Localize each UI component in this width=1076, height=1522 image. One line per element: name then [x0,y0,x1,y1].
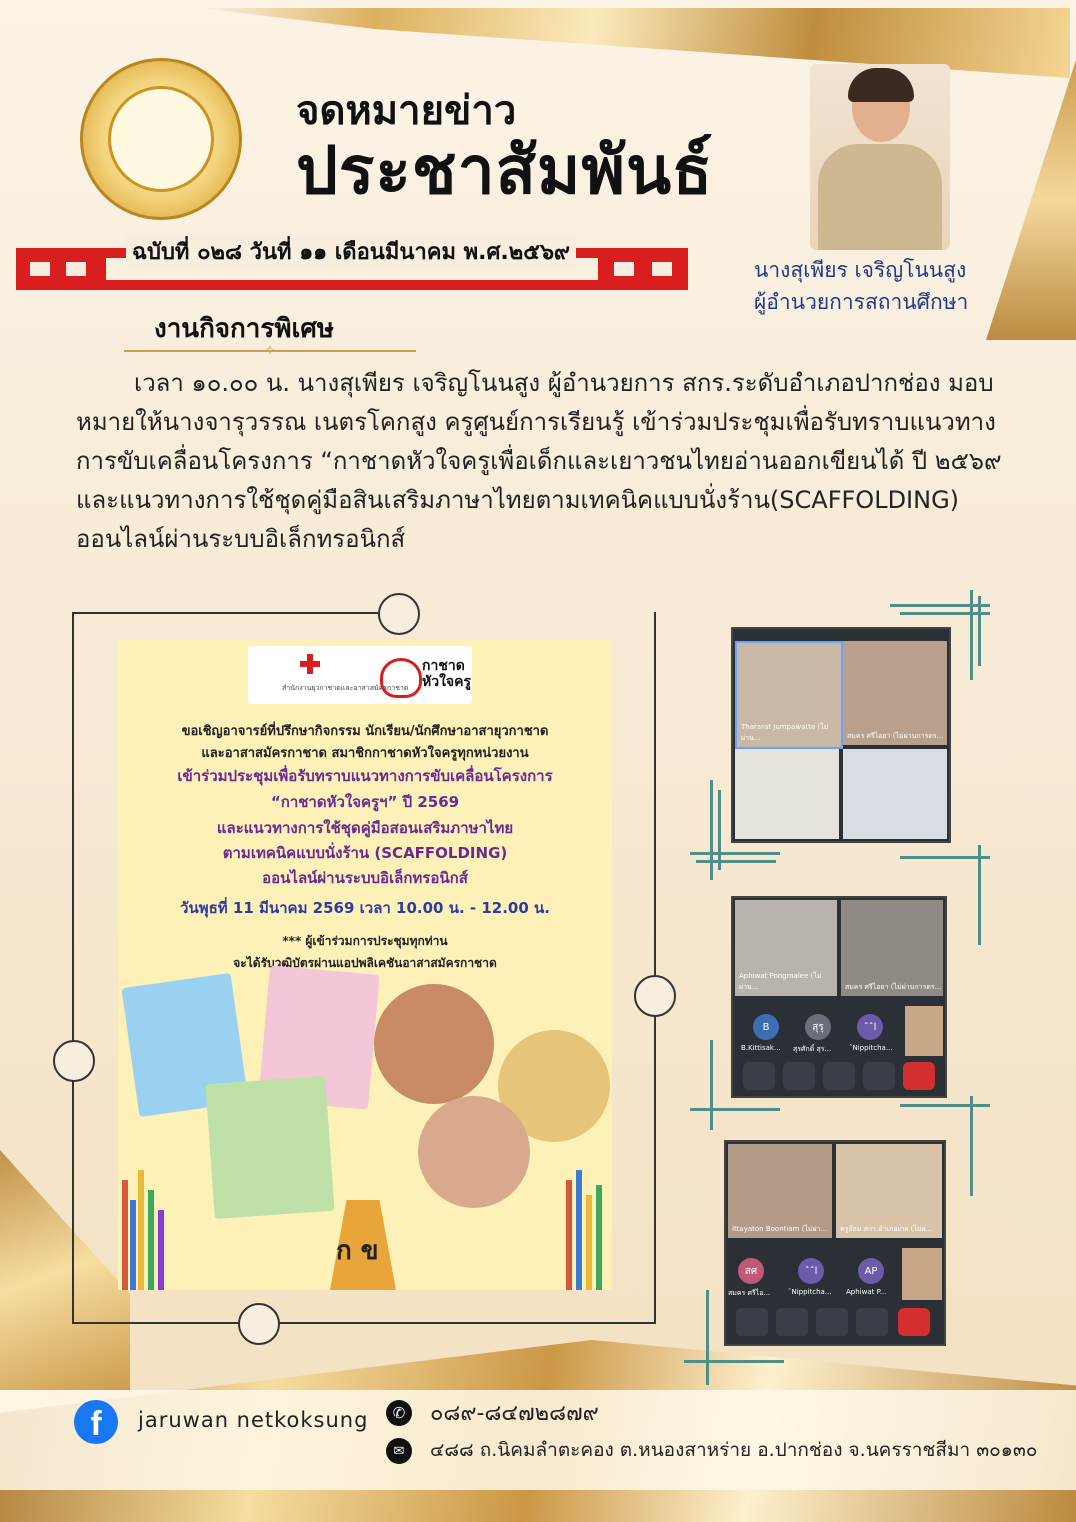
speaker-button[interactable] [823,1062,855,1090]
video-tile [843,749,947,839]
participant-avatar: AP [858,1258,884,1284]
poster-bookshelf [138,1170,144,1290]
teal-line-decoration [718,790,721,870]
news-body-text: เวลา ๑๐.๐๐ น. นางสุเพียร เจริญโนนสูง ผู้อำนวยการ สกร.ระดับอำเภอปากช่อง มอบหมายให้นางจารุวรรณ เนตรโคกสูง ครูศูนย์การเรียนรู้ เข้าร่วมประชุมเพื่อรับทราบแนวทางการขับเคลื่อนโครงการ “กาชาดหัวใจครูเพื่อเด็กและเยาวชนไทยอ่านออกเขียนได้ ปี ๒๕๖๙ และแนวทางการใช้ชุดคู่มือสินเสริมภาษาไทยตามเทคนิคแบบนั่งร้าน(SCAFFOLDING) ออนไลน์ผ่านระบบอิเล็กทรอนิกส์ [76,369,1002,553]
poster-bookshelf [158,1210,164,1290]
poster-note1: *** ผู้เข้าร่วมการประชุมทุกท่าน [282,934,448,948]
teal-line-decoration [900,612,990,615]
teal-line-decoration [710,780,713,880]
poster-bookshelf [148,1190,154,1290]
video-tile [728,1144,832,1238]
department-seal-logo [80,58,242,220]
poster-children-photo [418,1096,530,1208]
video-tile [905,1006,943,1056]
poster-logo-box [248,646,472,704]
poster-logo-right-text: กาชาด หัวใจครู [422,658,472,690]
poster-line1: ขอเชิญอาจารย์ที่ปรึกษากิจกรรม นักเรียน/นักศึกษาอาสายุวกาชาด [181,724,549,739]
tile-label: สมคร ศรีไอยา (ไม่ผ่านการตร... [845,983,942,991]
teal-line-decoration [900,856,990,859]
tile-label: ittayaton Boontiam (ไม่ผ่า... [732,1225,828,1233]
hang-up-button[interactable] [903,1062,935,1090]
poster-note2: จะได้รับวุฒิบัตรผ่านแอปพลิเคชันอาสาสมัครกาชาด [233,956,497,970]
participant-name: B.Kittisak... [741,1044,781,1052]
facebook-name[interactable]: jaruwan netkoksung [138,1408,369,1432]
red-cross-icon [300,654,320,674]
video-tile [735,641,843,749]
poster-date: วันพุธที่ 11 มีนาคม 2569 เวลา 10.00 น. - 12.00 น. [180,899,550,917]
director-photo [810,64,950,250]
more-button[interactable] [856,1308,888,1336]
video-tile [841,900,943,996]
teal-line-decoration [690,1108,780,1111]
teal-line-decoration [690,852,780,855]
participant-name: สมคร ศรีไอ... [728,1289,771,1297]
teal-line-decoration [900,1104,990,1107]
poster-booklet-image [205,1076,334,1219]
video-tile [735,749,839,839]
heart-book-icon [380,658,422,698]
meeting-screenshot-3 [724,1140,946,1346]
poster-line4: “กาชาดหัวใจครูฯ” ปี 2569 [270,793,460,811]
poster-children-photo [374,984,494,1104]
participant-name: สุรศักดิ์ สุร... [793,1045,832,1053]
participant-name: ˆNippitcha... [849,1044,893,1052]
facebook-icon[interactable]: f [74,1400,118,1444]
mute-button[interactable] [783,1062,815,1090]
section-diamond-icon: ✧ [264,343,276,359]
participant-name: Aphiwat P... [846,1288,887,1296]
address-text: ๔๘๘ ถ.นิคมลำตะคอง ต.หนองสาหร่าย อ.ปากช่อง จ.นครราชสีมา ๓๐๑๓๐ [430,1439,1038,1461]
teal-line-decoration [706,1290,709,1385]
camera-button[interactable] [736,1308,768,1336]
tile-label: Thararat Jumpawatta (ไม่ผ่าน... [741,723,829,742]
participant-avatar: B [753,1014,779,1040]
poster-bookshelf [576,1170,582,1290]
frame-ring-decoration [53,1040,95,1082]
speaker-button[interactable] [816,1308,848,1336]
camera-button[interactable] [743,1062,775,1090]
poster-line2: และอาสาสมัครกาชาด สมาชิกกาชาดหัวใจครูทุกหน่วยงาน [201,746,529,761]
teal-line-decoration [978,845,981,945]
poster-bookshelf [122,1180,128,1290]
participant-avatar: ˆˆl [857,1014,883,1040]
teal-line-decoration [970,1096,973,1196]
poster-line7: ออนไลน์ผ่านระบบอิเล็กทรอนิกส์ [262,869,468,887]
poster-line3: เข้าร่วมประชุมเพื่อรับทราบแนวทางการขับเคลื่อนโครงการ [177,767,553,785]
participant-avatar: สศ [738,1258,764,1284]
phone-number: ๐๘๙-๘๔๗๒๘๗๙ [430,1401,599,1426]
participant-avatar: สุรุ [805,1014,831,1040]
more-button[interactable] [863,1062,895,1090]
poster-line6: ตามเทคนิคแบบนั่งร้าน (SCAFFOLDING) [222,844,508,862]
poster-bookshelf [596,1185,602,1290]
tile-label: Aphiwat Pongmalee (ไม่ผ่าน... [739,972,822,991]
video-tile [836,1144,942,1238]
frame-top-line [72,612,378,614]
teal-line-decoration [696,860,776,863]
participant-name: ˆNippitcha... [788,1288,832,1296]
mail-icon: ✉ [386,1438,412,1464]
poster-pillar-text: ก ข [336,1236,379,1266]
teal-line-decoration [710,1040,713,1130]
director-title: ผู้อำนวยการสถานศึกษา [754,290,969,314]
teal-line-decoration [684,1360,784,1363]
frame-ring-decoration [634,975,676,1017]
frame-ring-decoration [378,593,420,635]
event-poster [118,640,612,1290]
poster-line5: และแนวทางการใช้ชุดคู่มือสอนเสริมภาษาไทย [216,819,514,837]
frame-ring-decoration [238,1303,280,1345]
video-tile [735,900,837,996]
tile-label: ครูอ้อม สกร.อำเภอเกล (ไม่ผ่... [840,1225,933,1233]
poster-bookshelf [566,1180,572,1290]
tile-label: สมคร ศรีไอยา (ไม่ผ่านการตร... [847,732,944,740]
teal-line-decoration [978,596,981,666]
participant-avatar: ˆˆl [798,1258,824,1284]
meeting-screenshot-2 [731,896,947,1098]
teal-line-decoration [970,590,973,680]
teal-line-decoration [890,604,990,607]
newsletter-title-line1: จดหมายข่าว [296,88,517,134]
poster-logo-left-text: สำนักงานยุวกาชาดและอาสาสมัครกาชาด [282,684,409,692]
video-tile [902,1248,942,1300]
poster-bookshelf [130,1200,136,1290]
poster-bookshelf [586,1195,592,1290]
newsletter-title-line2: ประชาสัมพันธ์ [296,132,714,209]
video-tile [843,641,947,745]
section-title: งานกิจการพิเศษ [154,314,335,344]
mute-button[interactable] [776,1308,808,1336]
issue-date: ฉบับที่ ๐๒๘ วันที่ ๑๑ เดือนมีนาคม พ.ศ.๒๕๖๙ [126,234,576,269]
meeting-screenshot-1 [731,627,951,843]
hang-up-button[interactable] [898,1308,930,1336]
phone-icon: ✆ [386,1400,412,1426]
director-name: นางสุเพียร เจริญโนนสูง [754,258,967,282]
